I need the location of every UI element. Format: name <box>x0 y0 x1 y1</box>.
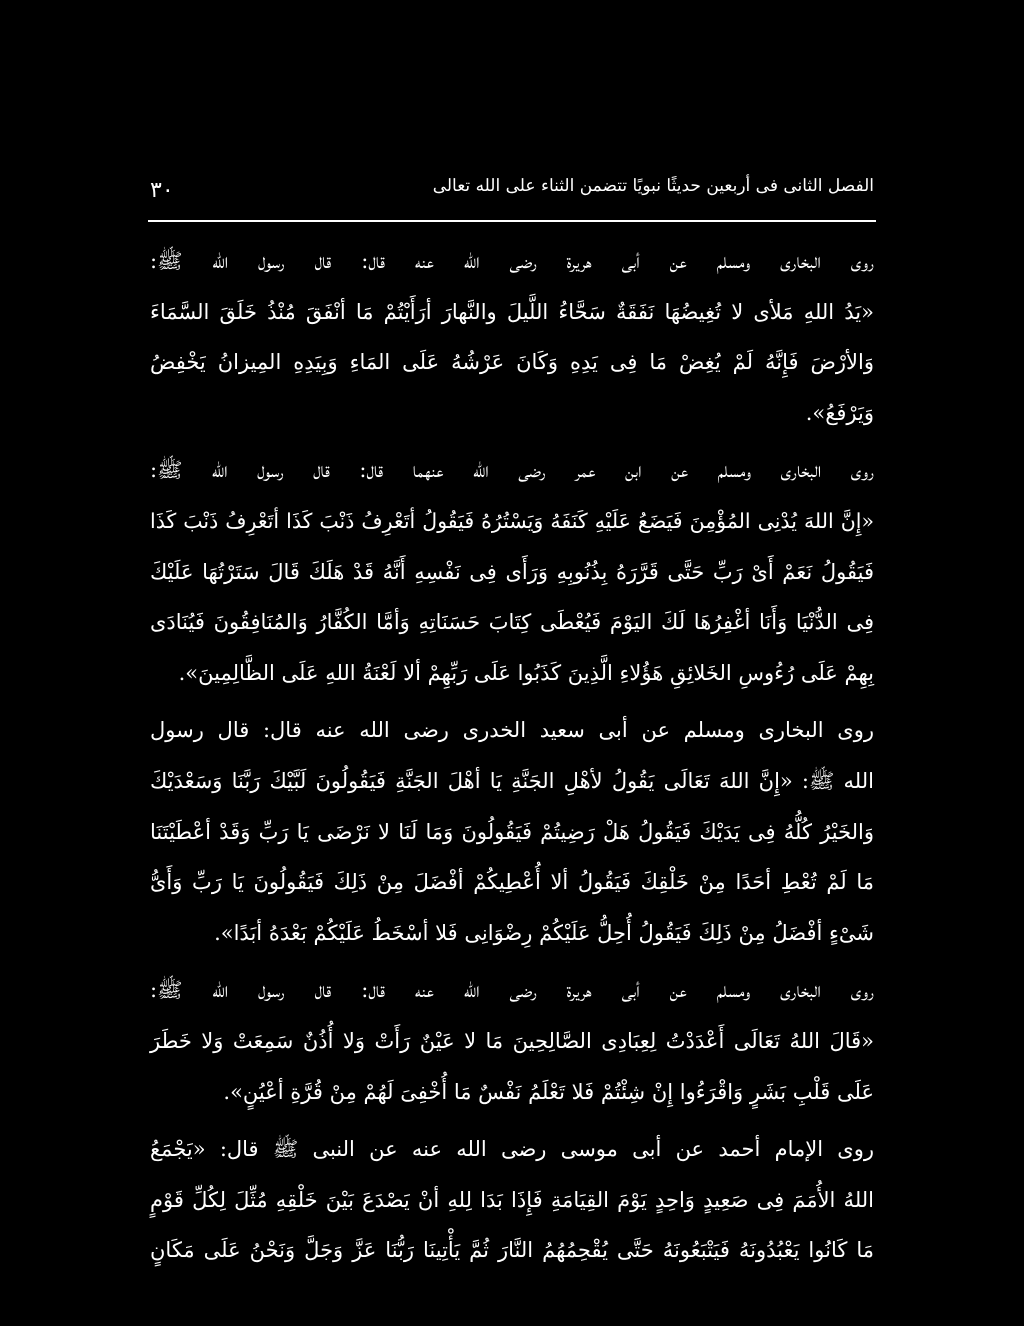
page-number: ٣٠ <box>150 178 174 203</box>
text-line: عَلَى قَلْبِ بَشَرٍ وَاقْرَءُوا إِنْ شِئْتُمْ فَلا تَعْلَمُ نَفْسٌ مَا أُخْفِىَ لَهُمْ مِنْ قُرَّةِ أعْيُنٍ». <box>223 1079 874 1104</box>
text-line: وَالخَيْرُ كُلُّهُ فِى يَدَيْكَ فَيَقُولُ هَلْ رَضِيتُمْ فَيَقُولُونَ وَمَا لَنَا لا نَرْضَى يَا رَبِّ وَقَدْ أعْطَيْتَنَا <box>150 819 874 844</box>
text-line: مَا كَانُوا يَعْبُدُونَهُ فَيَتْبَعُونَهُ حَتَّى يُقْحِمُهُمُ النَّارَ ثُمَّ يَأْتِينَا رَبُّنَا عَزَّ وَجَلَّ وَنَحْنُ عَلَى مَكَانٍ <box>150 1238 874 1263</box>
hadith-paragraph <box>150 445 874 698</box>
body-text <box>150 236 874 1276</box>
text-line: روى البخارى ومسلم عن أبى هريرة رضى الله عنه قال: قال رسول الله ﷺ: <box>150 978 874 1003</box>
text-line: فَيَقُولُ نَعَمْ أَىْ رَبِّ حَتَّى قَرَّرَهُ بِذُنُوبِهِ وَرَأَى فِى نَفْسِهِ أَنَّهُ قَدْ هَلَكَ قَالَ سَتَرْتُهَا عَلَيْكَ <box>150 559 874 584</box>
text-line: وَالأرْضَ فَإِنَّهُ لَمْ يُغِضْ مَا فِى يَدِهِ وَكَانَ عَرْشُهُ عَلَى المَاءِ وَبِيَدِهِ المِيزانُ يَخْفِضُ <box>150 350 874 375</box>
text-line: الله ﷺ: «إِنَّ اللهَ تَعَالَى يَقُولُ لأهْلِ الجَنَّةِ يَا أهْلَ الجَنَّةِ فَيَقُولُونَ لَبَّيْكَ رَبَّنَا وَسَعْدَيْكَ <box>150 768 874 793</box>
hadith-paragraph <box>150 705 874 958</box>
text-line: شَىْءٍ أفْضَلُ مِنْ ذَلِكَ فَيَقُولُ أُحِلُّ عَلَيْكُمْ رِضْوَانِى فَلا أسْخَطُ عَلَيْكُمْ بَعْدَهُ أبَدًا». <box>214 920 874 945</box>
text-line: بِهِمْ عَلَى رُءُوسِ الخَلائِقِ هَؤُلاءِ الَّذِينَ كَذَبُوا عَلَى رَبِّهِمْ ألا لَعْنَةُ اللهِ عَلَى الظَّالِمِينَ». <box>178 660 874 685</box>
header-rule <box>148 220 876 222</box>
text-line: «إِنَّ اللهَ يُدْنِى المُؤْمِنَ فَيَضَعُ عَلَيْهِ كَنَفَهُ وَيَسْتُرُهُ فَيَقُولُ أتَعْرِفُ ذَنْبَ كَذَا أتَعْرِفُ ذَنْبَ كَذَا <box>150 508 874 533</box>
text-line: وَيَرْفَعُ». <box>805 400 874 425</box>
text-line: فِى الدُّنْيَا وَأَنَا أغْفِرُهَا لَكَ اليَوْمَ فَيُعْطَى كِتَابَ حَسَنَاتِهِ وَأمَّا الكُفَّارُ وَالمُنَافِقُونَ فَيُنَادَى <box>150 610 874 635</box>
text-line: روى الإمام أحمد عن أبى موسى رضى الله عنه عن النبى ﷺ قال: «يَجْمَعُ <box>150 1137 874 1162</box>
text-line: اللهُ الأُمَمَ فِى صَعِيدٍ وَاحِدٍ يَوْمَ القِيَامَةِ فَإِذَا بَدَا لِلهِ أنْ يَصْدَعَ بَيْنَ خَلْقِهِ مُثِّلَ لِكُلِّ قَوْمٍ <box>150 1187 874 1212</box>
text-line: «يَدُ اللهِ مَلأى لا تُغِيضُهَا نَفَقَةٌ سَحَّاءُ اللَّيلَ والنَّهارَ أرَأَيْتُمْ مَا أنْفَقَ مُنْذُ خَلَقَ السَّمَاءَ <box>150 299 874 324</box>
running-title: الفصل الثانى فى أربعين حديثًا نبويًا تتضمن الثناء على الله تعالى <box>432 176 874 196</box>
hadith-paragraph <box>150 1124 874 1276</box>
text-line: روى البخارى ومسلم عن أبى سعيد الخدرى رضى الله عنه قال: قال رسول <box>150 718 874 743</box>
text-line: روى البخارى ومسلم عن أبى هريرة رضى الله عنه قال: قال رسول الله ﷺ: <box>150 249 874 273</box>
hadith-paragraph <box>150 236 874 438</box>
text-line: «قَالَ اللهُ تَعَالَى أَعْدَدْتُ لِعِبَادِى الصَّالِحِينَ مَا لا عَيْنٌ رَأَتْ وَلا أُذُنٌ سَمِعَتْ وَلا خَطَرَ <box>150 1028 874 1053</box>
text-line: مَا لَمْ تُعْطِ أحَدًا مِنْ خَلْقِكَ فَيَقُولُ ألا أُعْطِيكُمْ أفْضَلَ مِنْ ذَلِكَ فَيَقُولُونَ يَا رَبِّ وَأَىُّ <box>150 870 874 895</box>
running-header <box>150 170 874 210</box>
hadith-paragraph <box>150 965 874 1117</box>
text-line: روى البخارى ومسلم عن ابن عمر رضى الله عنهما قال: قال رسول الله ﷺ: <box>150 458 874 483</box>
